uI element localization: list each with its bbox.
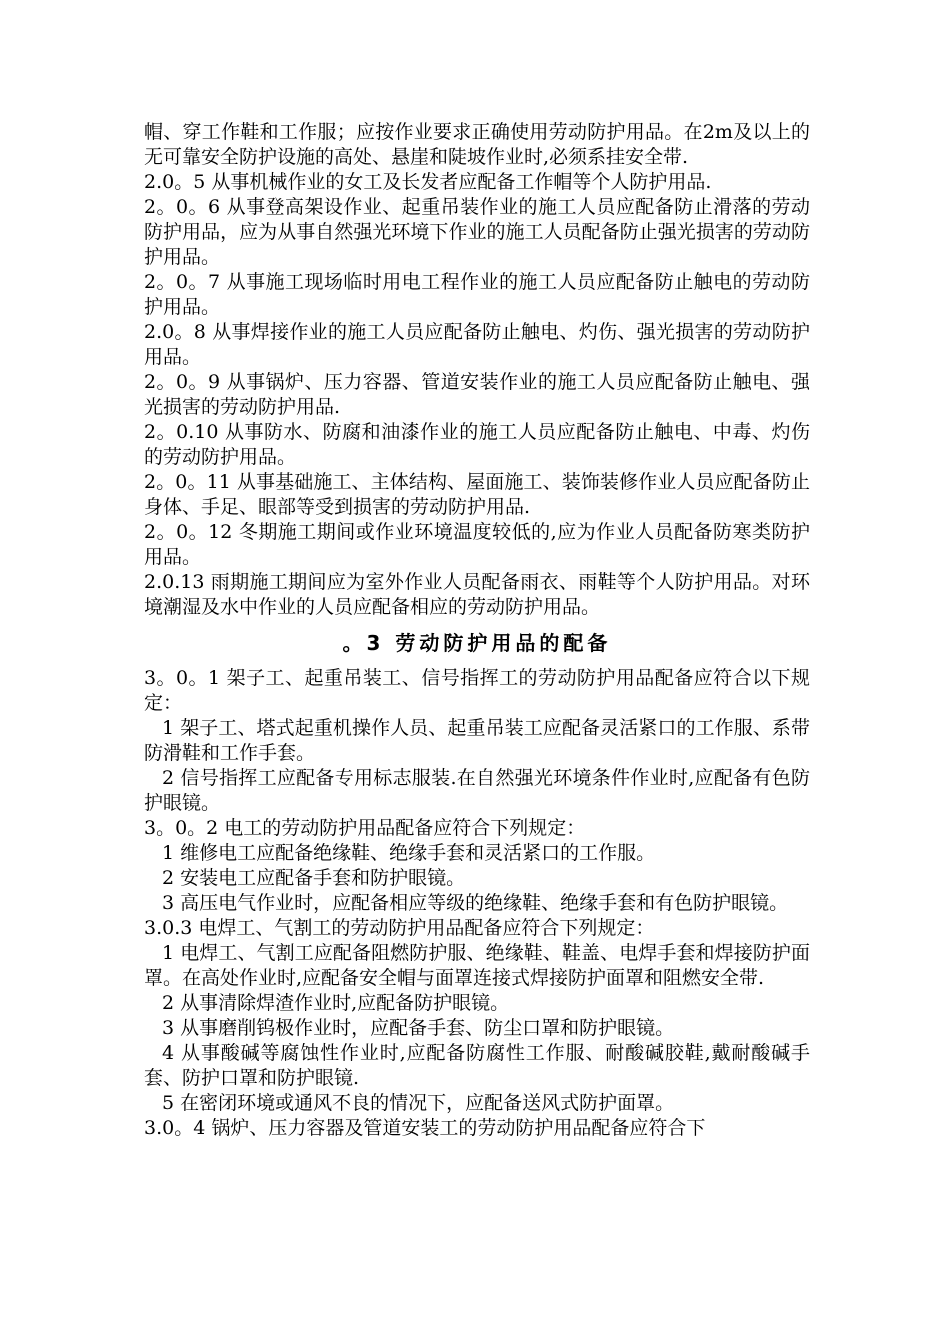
paragraph: 帽、穿工作鞋和工作服；应按作业要求正确使用劳动防护用品。在2m及以上的无可靠安全防护设施的高处、悬崖和陡坡作业时,必须系挂安全带. <box>144 121 810 168</box>
sub-item: 1 电焊工、气割工应配备阻燃防护服、绝缘鞋、鞋盖、电焊手套和焊接防护面罩。在高处作业时,应配备安全帽与面罩连接式焊接防护面罩和阻燃安全带. <box>144 942 810 989</box>
sub-item: 1 维修电工应配备绝缘鞋、绝缘手套和灵活紧口的工作服。 <box>162 842 656 864</box>
clause-2-0-10: 2。0.10 从事防水、防腐和油漆作业的施工人员应配备防止触电、中毒、灼伤的劳动防护用品。 <box>144 421 810 468</box>
sub-item: 2 从事清除焊渣作业时,应配备防护眼镜。 <box>162 992 510 1014</box>
clause-2-0-9: 2。0。9 从事锅炉、压力容器、管道安装作业的施工人员应配备防止触电、强光损害的劳动防护用品. <box>144 371 810 418</box>
clause-3-0-4: 3.0。4 锅炉、压力容器及管道安装工的劳动防护用品配备应符合下 <box>144 1117 706 1139</box>
document-body <box>144 120 810 1141</box>
clause-3-0-1: 3。0。1 架子工、起重吊装工、信号指挥工的劳动防护用品配备应符合以下规定： <box>144 667 810 714</box>
sub-item: 3 高压电气作业时，应配备相应等级的绝缘鞋、绝缘手套和有色防护眼镜。 <box>162 892 789 914</box>
clause-3-0-2: 3。0。2 电工的劳动防护用品配备应符合下列规定： <box>144 817 586 839</box>
clause-2-0-12: 2。0。12 冬期施工期间或作业环境温度较低的,应为作业人员配备防寒类防护用品。 <box>144 521 810 568</box>
sub-item: 3 从事磨削钨极作业时，应配备手套、防尘口罩和防护眼镜。 <box>162 1017 675 1039</box>
clause-2-0-6: 2。0。6 从事登高架设作业、起重吊装作业的施工人员应配备防止滑落的劳动防护用品，应为从事自然强光环境下作业的施工人员配备防止强光损害的劳动防护用品。 <box>144 196 810 268</box>
section-heading: 。3 劳动防护用品的配备 <box>342 631 612 655</box>
clause-2-0-7: 2。0。7 从事施工现场临时用电工程作业的施工人员应配备防止触电的劳动防护用品。 <box>144 271 810 318</box>
clause-2-0-5: 2.0。5 从事机械作业的女工及长发者应配备工作帽等个人防护用品. <box>144 171 712 193</box>
clause-2-0-8: 2.0。8 从事焊接作业的施工人员应配备防止触电、灼伤、强光损害的劳动防护用品。 <box>144 321 810 368</box>
clause-3-0-3: 3.0.3 电焊工、气割工的劳动防护用品配备应符合下列规定： <box>144 917 655 939</box>
sub-item: 2 安装电工应配备手套和防护眼镜。 <box>162 867 466 889</box>
sub-item: 5 在密闭环境或通风不良的情况下，应配备送风式防护面罩。 <box>162 1092 675 1114</box>
clause-2-0-11: 2。0。11 从事基础施工、主体结构、屋面施工、装饰装修作业人员应配备防止身体、手足、眼部等受到损害的劳动防护用品. <box>144 471 810 518</box>
sub-item: 4 从事酸碱等腐蚀性作业时,应配备防腐性工作服、耐酸碱胶鞋,戴耐酸碱手套、防护口罩和防护眼镜. <box>144 1042 810 1089</box>
sub-item: 2 信号指挥工应配备专用标志服装.在自然强光环境条件作业时,应配备有色防护眼镜。 <box>144 767 810 814</box>
clause-2-0-13: 2.0.13 雨期施工期间应为室外作业人员配备雨衣、雨鞋等个人防护用品。对环境潮湿及水中作业的人员应配备相应的劳动防护用品。 <box>144 571 810 618</box>
sub-item: 1 架子工、塔式起重机操作人员、起重吊装工应配备灵活紧口的工作服、系带防滑鞋和工作手套。 <box>144 717 810 764</box>
